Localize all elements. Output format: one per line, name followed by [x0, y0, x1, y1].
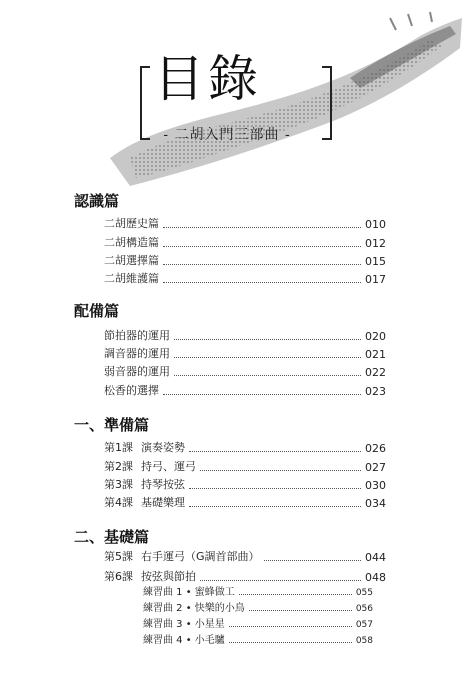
page-title: 目錄: [154, 50, 262, 108]
page-number: 055: [355, 588, 373, 598]
dot-leader: [189, 506, 361, 507]
page-number: 027: [365, 461, 386, 474]
page-number: 015: [365, 255, 386, 268]
dot-leader: [229, 642, 352, 643]
toc-entry[interactable]: [104, 234, 386, 250]
toc-entry[interactable]: [104, 363, 386, 379]
left-bracket: [140, 66, 150, 140]
toc-entry[interactable]: [104, 548, 386, 564]
toc-entry[interactable]: [104, 270, 386, 286]
page-number: 026: [365, 442, 386, 455]
entry-label: 二胡維護篇: [104, 272, 159, 285]
exercise-label: 練習曲 3 • 小星星: [143, 619, 225, 630]
lesson-number: 第4課: [104, 496, 133, 509]
page-number: 023: [365, 385, 386, 398]
page-number: 056: [355, 604, 373, 614]
lesson-number: 第1課: [104, 441, 133, 454]
entry-label: 持弓、運弓: [141, 460, 196, 473]
entry-label: 按弦與節拍: [141, 570, 196, 583]
toc-entry[interactable]: [104, 458, 386, 474]
dot-leader: [174, 375, 361, 376]
toc-entry[interactable]: [104, 494, 386, 510]
entry-label: 基礎樂理: [141, 496, 185, 509]
lesson-number: 第2課: [104, 460, 133, 473]
dot-leader: [200, 580, 361, 581]
dot-leader: [174, 357, 361, 358]
page-number: 017: [365, 273, 386, 286]
dot-leader: [239, 594, 352, 595]
toc-entry[interactable]: [104, 215, 386, 231]
right-bracket: [322, 66, 332, 140]
page-number: 034: [365, 497, 386, 510]
page-subtitle: - 二胡入門三部曲 -: [163, 127, 291, 143]
exercise-entry[interactable]: [143, 600, 373, 614]
toc-entry[interactable]: [104, 568, 386, 584]
page-number: 021: [365, 348, 386, 361]
exercise-entry[interactable]: [143, 616, 373, 630]
page-number: 057: [355, 620, 373, 630]
entry-label: 二胡構造篇: [104, 236, 159, 249]
page-number: 030: [365, 479, 386, 492]
entry-label: 二胡選擇篇: [104, 254, 159, 267]
page-number: 044: [365, 551, 386, 564]
dot-leader: [200, 470, 361, 471]
entry-label: 演奏姿勢: [141, 441, 185, 454]
dot-leader: [229, 626, 352, 627]
page-number: 022: [365, 366, 386, 379]
entry-label: 松香的選擇: [104, 384, 159, 397]
page-number: 020: [365, 330, 386, 343]
dot-leader: [249, 610, 352, 611]
page-number: 012: [365, 237, 386, 250]
lesson-number: 第6課: [104, 570, 133, 583]
toc-entry[interactable]: [104, 345, 386, 361]
exercise-label: 練習曲 2 • 快樂的小鳥: [143, 603, 245, 614]
toc-entry[interactable]: [104, 382, 386, 398]
page-number: 010: [365, 218, 386, 231]
section-title: 一、準備篇: [74, 416, 150, 434]
dot-leader: [174, 339, 361, 340]
entry-label: 二胡歷史篇: [104, 217, 159, 230]
exercise-entry[interactable]: [143, 632, 373, 646]
dot-leader: [163, 282, 361, 283]
dot-leader: [189, 488, 361, 489]
dot-leader: [163, 394, 361, 395]
toc-entry[interactable]: [104, 252, 386, 268]
section-title: 配備篇: [74, 302, 120, 320]
page-number: 048: [365, 571, 386, 584]
toc-entry[interactable]: [104, 327, 386, 343]
entry-label: 調音器的運用: [104, 347, 170, 360]
exercise-label: 練習曲 1 • 蜜蜂做工: [143, 587, 235, 598]
exercise-label: 練習曲 4 • 小毛驢: [143, 635, 225, 646]
page-number: 058: [355, 636, 373, 646]
section-title: 認識篇: [74, 192, 120, 210]
toc-entry[interactable]: [104, 439, 386, 455]
entry-label: 右手運弓（G調首部曲）: [141, 550, 260, 563]
lesson-number: 第3課: [104, 478, 133, 491]
dot-leader: [163, 264, 361, 265]
dot-leader: [163, 246, 361, 247]
entry-label: 節拍器的運用: [104, 329, 170, 342]
toc-entry[interactable]: [104, 476, 386, 492]
section-title: 二、基礎篇: [74, 528, 150, 546]
entry-label: 持琴按弦: [141, 478, 185, 491]
entry-label: 弱音器的運用: [104, 365, 170, 378]
exercise-entry[interactable]: [143, 584, 373, 598]
lesson-number: 第5課: [104, 550, 133, 563]
dot-leader: [189, 451, 361, 452]
dot-leader: [264, 560, 361, 561]
dot-leader: [163, 227, 361, 228]
